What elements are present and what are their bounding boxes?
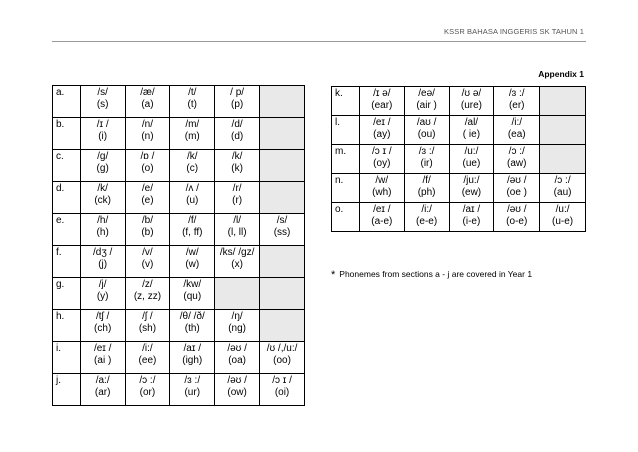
phoneme-symbol: /ɔ :/ <box>139 375 156 386</box>
phoneme-symbol: /ŋ/ <box>231 311 243 322</box>
grapheme-example: (k) <box>231 163 243 174</box>
grapheme-example: (a) <box>141 99 154 110</box>
grapheme-example: (w) <box>185 259 200 270</box>
phoneme-cell <box>494 116 540 145</box>
table-row <box>53 118 305 150</box>
phoneme-cell <box>125 150 170 182</box>
phoneme-symbol <box>542 146 583 158</box>
phoneme-symbol: /i:/ <box>511 117 523 128</box>
phoneme-cell <box>260 118 305 150</box>
phoneme-symbol: /ɔ ɪ / <box>272 375 292 386</box>
phoneme-cell <box>359 116 404 145</box>
section-letter: o. <box>332 203 360 232</box>
phoneme-symbol: /eɪ / <box>373 204 391 215</box>
grapheme-example <box>542 129 583 141</box>
phoneme-symbol: /a:/ <box>95 375 110 386</box>
section-letter: c. <box>53 150 81 182</box>
phoneme-cell <box>125 278 170 310</box>
phoneme-symbol: /dʒ / <box>92 247 113 258</box>
phoneme-cell <box>449 116 494 145</box>
phoneme-symbol <box>262 119 302 131</box>
phoneme-cell <box>260 150 305 182</box>
phoneme-symbol: /æ/ <box>140 87 155 98</box>
phoneme-symbol <box>262 183 302 195</box>
phoneme-cell <box>540 87 586 116</box>
section-letter: a. <box>53 86 81 118</box>
grapheme-example: (v) <box>141 259 154 270</box>
phoneme-symbol: /r/ <box>232 183 242 194</box>
phoneme-symbol: /b/ <box>141 215 153 226</box>
note-text: Phonemes from sections a - j are covered in Year 1 <box>339 269 533 279</box>
grapheme-example: (ou) <box>417 129 436 140</box>
phoneme-table-k-to-o <box>331 86 586 232</box>
phoneme-cell <box>215 374 260 406</box>
phoneme-symbol: /eɪ / <box>373 117 391 128</box>
grapheme-example: (oo) <box>273 355 291 366</box>
appendix-label: Appendix 1 <box>538 69 584 79</box>
phoneme-cell <box>215 342 260 374</box>
phoneme-cell <box>260 374 305 406</box>
phoneme-cell <box>125 374 170 406</box>
phoneme-symbol: /w/ <box>185 247 199 258</box>
grapheme-example: (ee) <box>138 355 157 366</box>
phoneme-symbol <box>262 87 302 99</box>
grapheme-example: (er) <box>508 100 525 111</box>
section-letter: j. <box>53 374 81 406</box>
phoneme-cell <box>540 203 586 232</box>
grapheme-example: (ng) <box>228 323 247 334</box>
grapheme-example: (ure) <box>460 100 482 111</box>
phoneme-cell <box>80 182 125 214</box>
phoneme-symbol: /t/ <box>188 87 197 98</box>
section-letter: d. <box>53 182 81 214</box>
phoneme-symbol <box>262 151 302 163</box>
phoneme-symbol: /ɔ :/ <box>554 175 571 186</box>
grapheme-example: (t) <box>187 99 197 110</box>
table-row <box>53 246 305 278</box>
phoneme-symbol: /əʊ / <box>506 204 527 215</box>
section-letter: h. <box>53 310 81 342</box>
phoneme-cell <box>215 246 260 278</box>
phoneme-cell <box>215 150 260 182</box>
grapheme-example: (e) <box>141 195 154 206</box>
phoneme-symbol: /n/ <box>141 119 153 130</box>
section-letter: b. <box>53 118 81 150</box>
phoneme-cell <box>494 203 540 232</box>
phoneme-cell <box>260 214 305 246</box>
phoneme-symbol <box>542 88 583 100</box>
phoneme-symbol: /ɜ :/ <box>418 146 435 157</box>
phoneme-cell <box>215 214 260 246</box>
phoneme-symbol: /z/ <box>142 279 153 290</box>
phoneme-symbol: /ks/ /gz/ <box>219 247 255 258</box>
phoneme-symbol: /j/ <box>98 279 107 290</box>
phoneme-cell <box>170 86 215 118</box>
phoneme-table-a-to-j <box>52 85 305 406</box>
phoneme-cell <box>170 214 215 246</box>
table-row <box>53 310 305 342</box>
phoneme-symbol: /ɪ / <box>96 119 109 130</box>
grapheme-example: ( ie) <box>462 129 481 140</box>
grapheme-example: (m) <box>184 131 200 142</box>
phoneme-cell <box>260 86 305 118</box>
grapheme-example: (i-e) <box>462 216 481 227</box>
phoneme-cell <box>449 174 494 203</box>
phoneme-cell <box>260 246 305 278</box>
phoneme-symbol: /w/ <box>375 175 389 186</box>
phoneme-symbol: /eə/ <box>418 88 435 99</box>
phoneme-cell <box>359 203 404 232</box>
phoneme-symbol: /k/ <box>231 151 243 162</box>
grapheme-example <box>542 100 583 112</box>
phoneme-symbol: /s/ <box>97 87 108 98</box>
grapheme-example: (z, zz) <box>133 291 162 302</box>
table-row <box>332 116 586 145</box>
phoneme-symbol: /k/ <box>97 183 108 194</box>
grapheme-example: (sh) <box>138 323 157 334</box>
grapheme-example: (i) <box>98 131 108 142</box>
phoneme-symbol: /v/ <box>142 247 153 258</box>
phoneme-cell <box>494 174 540 203</box>
grapheme-example: (ue) <box>462 158 481 169</box>
phoneme-symbol: / p/ <box>230 87 245 98</box>
phoneme-cell <box>170 182 215 214</box>
grapheme-example: (u-e) <box>552 216 574 227</box>
phoneme-cell <box>80 214 125 246</box>
phoneme-symbol: /kw/ <box>183 279 202 290</box>
section-letter: m. <box>332 145 360 174</box>
phoneme-symbol: /d/ <box>231 119 243 130</box>
grapheme-example: (ai ) <box>94 355 112 366</box>
phoneme-symbol <box>217 279 257 291</box>
phoneme-symbol: /u:/ <box>555 204 570 215</box>
phoneme-cell <box>125 86 170 118</box>
phoneme-symbol: /f/ <box>422 175 431 186</box>
phoneme-cell <box>540 145 586 174</box>
phoneme-cell <box>494 87 540 116</box>
grapheme-example: (oi) <box>274 387 290 398</box>
section-letter: i. <box>53 342 81 374</box>
phoneme-symbol: /ʊ ə/ <box>461 88 482 99</box>
phoneme-symbol: /al/ <box>464 117 479 128</box>
phoneme-symbol: /l/ <box>233 215 241 226</box>
grapheme-example: (l, ll) <box>227 227 247 238</box>
grapheme-example: (y) <box>96 291 109 302</box>
phoneme-cell <box>80 150 125 182</box>
phoneme-symbol: /u:/ <box>464 146 479 157</box>
phoneme-symbol: /ʌ / <box>185 183 199 194</box>
grapheme-example: (x) <box>231 259 243 270</box>
phoneme-cell <box>260 342 305 374</box>
phoneme-cell <box>80 310 125 342</box>
grapheme-example <box>262 291 302 303</box>
grapheme-example: (o) <box>141 163 154 174</box>
phoneme-cell <box>80 278 125 310</box>
grapheme-example: (oy) <box>373 158 391 169</box>
section-letter: f. <box>53 246 81 278</box>
phoneme-symbol: /aɪ / <box>183 343 201 354</box>
grapheme-example <box>262 99 302 111</box>
phoneme-symbol: /ɜ :/ <box>508 88 525 99</box>
phoneme-symbol: /f/ <box>188 215 197 226</box>
grapheme-example: (igh) <box>182 355 203 366</box>
phoneme-symbol: /aɪ / <box>462 204 481 215</box>
grapheme-example: (ph) <box>417 187 436 198</box>
grapheme-example <box>262 131 302 143</box>
grapheme-example: (a-e) <box>371 216 393 227</box>
phoneme-cell <box>215 310 260 342</box>
grapheme-example: (f, ff) <box>182 227 203 238</box>
asterisk: * <box>331 269 336 281</box>
grapheme-example: (ch) <box>94 323 112 334</box>
grapheme-example: (or) <box>139 387 156 398</box>
grapheme-example: (ir) <box>420 158 433 169</box>
phoneme-symbol <box>262 311 302 323</box>
section-letter: n. <box>332 174 360 203</box>
grapheme-example: (wh) <box>372 187 392 198</box>
grapheme-example: (ew) <box>461 187 482 198</box>
section-letter: e. <box>53 214 81 246</box>
grapheme-example: (oa) <box>228 355 247 366</box>
grapheme-example <box>262 259 302 271</box>
phoneme-cell <box>125 118 170 150</box>
grapheme-example: (c) <box>186 163 199 174</box>
phoneme-symbol: /əʊ / <box>227 343 247 354</box>
phoneme-cell <box>80 246 125 278</box>
phoneme-symbol: /ɜ :/ <box>184 375 201 386</box>
phoneme-cell <box>404 203 449 232</box>
phoneme-symbol: /k/ <box>186 151 198 162</box>
table-row <box>53 374 305 406</box>
phoneme-cell <box>80 118 125 150</box>
phoneme-symbol: /tʃ / <box>96 311 110 322</box>
phoneme-cell <box>215 118 260 150</box>
phoneme-symbol <box>262 279 302 291</box>
grapheme-example <box>262 195 302 207</box>
section-letter: g. <box>53 278 81 310</box>
phoneme-cell <box>170 278 215 310</box>
phoneme-symbol: /ɔ ɪ / <box>371 146 392 157</box>
grapheme-example: (n) <box>141 131 154 142</box>
phoneme-symbol: /s/ <box>276 215 288 226</box>
phoneme-cell <box>125 342 170 374</box>
phoneme-cell <box>260 278 305 310</box>
grapheme-example: (ay) <box>373 129 391 140</box>
year-one-note <box>331 269 532 281</box>
grapheme-example: (qu) <box>183 291 202 302</box>
grapheme-example: (s) <box>96 99 109 110</box>
phoneme-cell <box>260 182 305 214</box>
phoneme-symbol: /h/ <box>97 215 109 226</box>
phoneme-symbol: /i:/ <box>421 204 432 215</box>
phoneme-cell <box>260 310 305 342</box>
grapheme-example: (b) <box>141 227 154 238</box>
phoneme-symbol: /əʊ / <box>227 375 247 386</box>
phoneme-symbol: /ɪ ə/ <box>373 88 391 99</box>
phoneme-symbol: /ɒ / <box>140 151 155 162</box>
grapheme-example: (ar) <box>94 387 111 398</box>
grapheme-example: (j) <box>98 259 108 270</box>
grapheme-example: (ear) <box>371 100 393 111</box>
phoneme-cell <box>170 246 215 278</box>
grapheme-example: (ur) <box>184 387 201 398</box>
phoneme-cell <box>125 310 170 342</box>
phoneme-cell <box>540 116 586 145</box>
table-row <box>53 342 305 374</box>
table-row <box>53 278 305 310</box>
phoneme-cell <box>540 174 586 203</box>
table-row <box>332 174 586 203</box>
grapheme-example <box>217 291 257 303</box>
phoneme-cell <box>359 87 404 116</box>
phoneme-cell <box>215 86 260 118</box>
phoneme-cell <box>170 342 215 374</box>
section-letter: l. <box>332 116 360 145</box>
grapheme-example: (aw) <box>507 158 527 169</box>
document-header-title: KSSR BAHASA INGGERIS SK TAHUN 1 <box>444 27 584 36</box>
grapheme-example: (h) <box>96 227 109 238</box>
phoneme-cell <box>359 145 404 174</box>
grapheme-example <box>262 323 302 335</box>
phoneme-cell <box>170 374 215 406</box>
phoneme-cell <box>170 118 215 150</box>
phoneme-cell <box>215 182 260 214</box>
grapheme-example: (p) <box>231 99 244 110</box>
phoneme-symbol: /ʃ / <box>142 311 153 322</box>
phoneme-symbol: /əʊ / <box>506 175 527 186</box>
table-row <box>53 182 305 214</box>
grapheme-example: (ck) <box>94 195 111 206</box>
grapheme-example: (air ) <box>416 100 437 111</box>
grapheme-example: (u) <box>186 195 199 206</box>
grapheme-example: (au) <box>553 187 572 198</box>
phoneme-symbol: /θ/ /ð/ <box>179 311 205 322</box>
table-row <box>53 86 305 118</box>
phoneme-symbol: /ʊ /,/u:/ <box>266 343 298 354</box>
phoneme-cell <box>125 246 170 278</box>
phoneme-symbol <box>542 117 583 129</box>
phoneme-symbol: /ɔ :/ <box>508 146 525 157</box>
grapheme-example: (r) <box>232 195 243 206</box>
phoneme-cell <box>80 374 125 406</box>
phoneme-cell <box>170 150 215 182</box>
phoneme-symbol: /eɪ / <box>93 343 112 354</box>
section-letter: k. <box>332 87 360 116</box>
phoneme-symbol <box>262 247 302 259</box>
table-row <box>332 203 586 232</box>
table-row <box>332 145 586 174</box>
grapheme-example: (ss) <box>273 227 291 238</box>
grapheme-example: (th) <box>184 323 200 334</box>
phoneme-cell <box>404 116 449 145</box>
phoneme-cell <box>404 145 449 174</box>
phoneme-symbol: /m/ <box>185 119 200 130</box>
phoneme-cell <box>125 214 170 246</box>
phoneme-cell <box>404 87 449 116</box>
header-divider <box>52 41 586 42</box>
table-row <box>53 214 305 246</box>
phoneme-cell <box>449 145 494 174</box>
phoneme-cell <box>80 86 125 118</box>
phoneme-cell <box>359 174 404 203</box>
phoneme-cell <box>449 203 494 232</box>
grapheme-example: (oe ) <box>506 187 528 198</box>
grapheme-example: (o-e) <box>506 216 528 227</box>
grapheme-example: (ea) <box>507 129 526 140</box>
phoneme-cell <box>215 278 260 310</box>
phoneme-symbol: /ju:/ <box>463 175 480 186</box>
phoneme-cell <box>494 145 540 174</box>
phoneme-cell <box>125 182 170 214</box>
grapheme-example <box>542 158 583 170</box>
phoneme-cell <box>80 342 125 374</box>
grapheme-example <box>262 163 302 175</box>
phoneme-symbol: /i:/ <box>142 343 153 354</box>
phoneme-symbol: /aʊ / <box>416 117 437 128</box>
phoneme-symbol: /e/ <box>141 183 153 194</box>
table-row <box>332 87 586 116</box>
phoneme-cell <box>170 310 215 342</box>
grapheme-example: (ow) <box>227 387 247 398</box>
grapheme-example: (e-e) <box>416 216 438 227</box>
grapheme-example: (d) <box>231 131 244 142</box>
phoneme-cell <box>449 87 494 116</box>
phoneme-symbol: /g/ <box>97 151 109 162</box>
grapheme-example: (g) <box>96 163 109 174</box>
table-row <box>53 150 305 182</box>
phoneme-cell <box>404 174 449 203</box>
